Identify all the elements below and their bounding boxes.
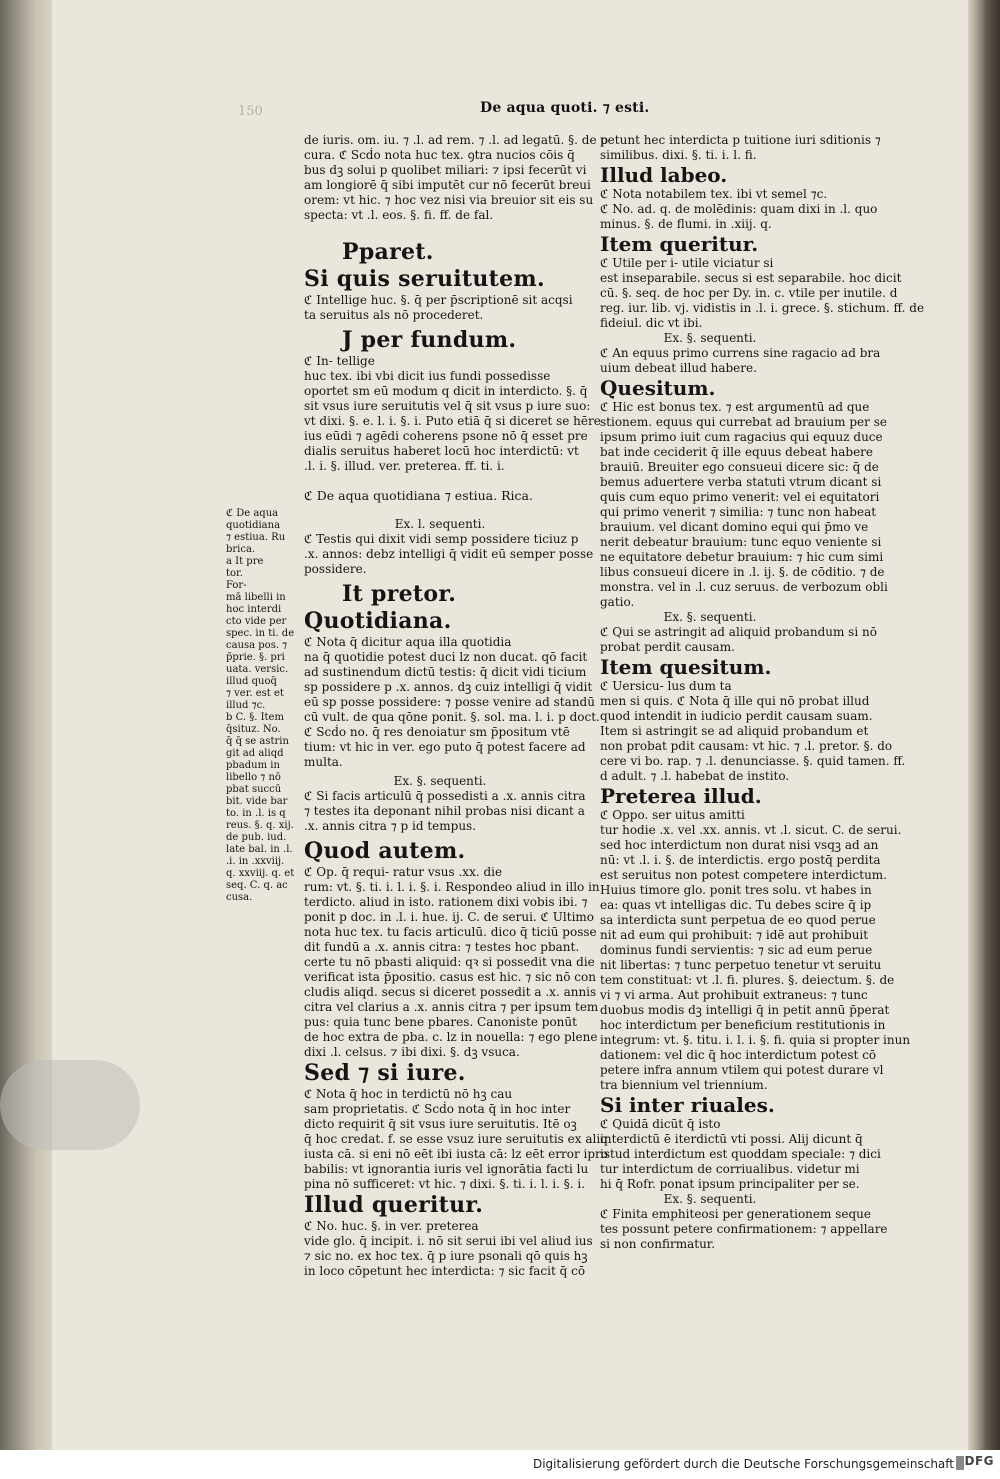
text-line: pina nō sufficeret: vt hic. ⁊ dixi. §. ti. i. l. i. §. i. — [304, 1177, 586, 1191]
text-line: d adult. ⁊ .l. habebat de instito. — [600, 769, 790, 783]
text-line: eū sp posse possidere: ⁊ posse venire ad standū — [304, 695, 595, 709]
text-line: huc tex. ibi vbi dicit ius fundi possedisse — [304, 369, 551, 383]
text-line: qui primo venerit ⁊ similia: ⁊ tunc non habeat — [600, 505, 877, 519]
text-line: q̄ hoc credat. f. se esse vsuz iure seruitutis ex aliq — [304, 1132, 608, 1146]
text-line: sam proprietatis. ℭ Scḋo nota q̄ in hoc inter — [304, 1102, 571, 1116]
heading: Quotidiana. — [304, 608, 452, 634]
text-block — [304, 293, 576, 323]
text-line: duobus modis dꝫ intelligi q̄ in petit annū p̄perat — [600, 1003, 890, 1017]
text-line: p̄prie. §. pri — [226, 652, 285, 663]
text-line: spec. in ti. de — [226, 628, 295, 639]
text-line: libus consueui dicere in .l. ij. §. de cōditio. ⁊ de — [600, 565, 885, 579]
text-line: Item si astringit se ad aliquid probandum et — [600, 724, 869, 738]
text-line: For- — [226, 580, 247, 591]
text-line: integrum: vt. §. titu. i. l. i. §. fi. quia si propter inun — [600, 1033, 911, 1047]
text-line: tium: vt hic in ver. ego puto q̄ potest facere ad — [304, 740, 586, 754]
text-line: orem: vt hic. ⁊ hoc vez nisi via breuior sit eis su — [304, 193, 594, 207]
text-line: q. xxviij. q. et — [226, 868, 295, 879]
text-line: ad sustinendum dictū testis: q̄ dicit vidi ticium — [304, 665, 587, 679]
text-line: .l. i. §. illud. ver. preterea. ff. ti. i. — [304, 459, 505, 473]
text-line: dominus fundi servientis: ⁊ sic ad eum perue — [600, 943, 873, 957]
text-block — [304, 635, 600, 770]
text-block — [600, 187, 878, 232]
text-line: gatio. — [600, 595, 635, 609]
heading: Illud labeo. — [600, 163, 728, 187]
heading: Item queritur. — [600, 232, 759, 256]
text-line: ius eūdi ⁊ agēdi coherens psone nō q̄ esset pre — [304, 429, 588, 443]
footer-bar — [0, 1450, 1000, 1479]
text-block — [304, 865, 600, 1060]
text-line: ℭ Uersicu- lus dum ta — [600, 679, 732, 693]
text-line: am longiorē q̄ sibi imputēt cur nō fecerūt breui — [304, 178, 591, 192]
text-line: ℭ Si facis articulū q̄ possedisti a .x. annis citra — [304, 789, 586, 803]
text-line: ℭ Hic est bonus tex. ⁊ est argumentū ad que — [600, 400, 870, 414]
text-line: ℭ Intellige huc. §. q̄ per p̄scriptionē sit acqsi — [304, 293, 573, 307]
heading: Preterea illud. — [600, 784, 762, 808]
text-line: stionem. equus qui currebat ad brauium per se — [600, 415, 887, 429]
text-line: b C. §. Item — [226, 712, 284, 723]
text-line: ipsum primo iuit cum ragacius qui equuz duce — [600, 430, 883, 444]
heading: Si inter riuales. — [600, 1093, 775, 1117]
text-line: .x. annos: debz intelligi q̄ vidit eū semper posse — [304, 547, 594, 561]
text-block — [600, 625, 877, 655]
heading: J per fundum. — [342, 327, 517, 353]
text-line: brauiū. Breuiter ego consueui dicere sic: q̄ de — [600, 460, 879, 474]
text-line: brica. — [226, 544, 256, 555]
text-line: cludis aliqd. secus si diceret possedit a .x. annis — [304, 985, 597, 999]
text-line: si non confirmatur. — [600, 1237, 716, 1251]
text-line: oportet sm eū modum q dicit in interdicto. §. q̄ — [304, 384, 588, 398]
heading: Quesitum. — [600, 376, 716, 400]
text-line: ℭ Nota q̄ dicitur aqua illa quotidia — [304, 635, 512, 649]
text-block — [600, 256, 925, 331]
text-line: ta seruitus als nō procederet. — [304, 308, 484, 322]
text-line: de pub. iud. — [226, 832, 287, 843]
text-line: sa interdicta sunt perpetua de eo quod perue — [600, 913, 876, 927]
text-block — [600, 400, 888, 610]
text-line: multa. — [304, 755, 343, 769]
text-line: hoc interdi — [226, 604, 282, 615]
text-block — [600, 1207, 888, 1252]
right-column — [600, 133, 925, 1252]
heading: Pparet. — [342, 239, 434, 265]
text-line: citra vel clarius a .x. annis citra ⁊ per ipsum tem — [304, 1000, 599, 1014]
text-block — [600, 808, 911, 1093]
text-line: dicto requirit q̄ sit vsus iure seruitutis. Itē oꝫ — [304, 1117, 577, 1131]
text-line: .i. in .xxviij. — [226, 856, 285, 867]
text-line: ponit p doc. in .l. i. hue. ij. C. de serui. ℭ Ultimo — [304, 910, 595, 924]
text-block — [304, 354, 601, 474]
text-line: interdictū ē iterdictū vti possi. Alij dicunt q̄ — [600, 1132, 863, 1146]
section-ref: Ex. §. sequenti. — [663, 331, 757, 345]
text-line: brauium. vel dicant domino equi qui p̄mo ve — [600, 520, 869, 534]
text-line: iusta cā. si eni nō eēt ibi iusta cā: lz eēt error ipro — [304, 1147, 608, 1161]
text-line: uata. versic. — [226, 664, 289, 675]
heading: Item quesitum. — [600, 655, 772, 679]
text-line: tem constituat: vt .l. fi. plures. §. deiectum. §. de — [600, 973, 895, 987]
text-line: quod intendit in iudicio perdit causam suam. — [600, 709, 873, 723]
text-block — [600, 1117, 881, 1192]
text-line: istud interdictum est quoddam speciale: ⁊ dici — [600, 1147, 881, 1161]
text-line: non probat pdit causam: vt hic. ⁊ .l. pretor. §. do — [600, 739, 893, 753]
text-line: vt dixi. §. e. l. i. §. i. Puto etiā q̄ si diceret se hēre — [304, 414, 601, 428]
text-line: reg. iur. lib. vj. vidistis in .l. i. grece. §. stichum. ff. de — [600, 301, 925, 315]
section-ref: Ex. §. sequenti. — [663, 610, 757, 624]
text-line: bemus aduertere verba statuti vtrum dicant si — [600, 475, 882, 489]
text-line: petunt hec interdicta p tuitione iuri sditionis ⁊ — [600, 133, 881, 147]
text-block — [600, 346, 881, 376]
text-line: sp possidere p .x. annos. dꝫ cuiz intelligi q̄ vidit — [304, 680, 593, 694]
text-line: ℭ Op. q̄ requi- ratur vsus .xx. die — [304, 865, 503, 879]
text-line: de hoc extra de pba. c. lz in nouella: ⁊ ego plene — [304, 1030, 598, 1044]
text-line: ℭ Oppo. ser uitus amitti — [600, 808, 745, 822]
clip-shadow — [0, 1060, 140, 1150]
text-line: nit libertas: ⁊ tunc perpetuo tenetur vt seruitu — [600, 958, 882, 972]
dfg-separator — [956, 1456, 964, 1470]
text-line: cto vide per — [226, 616, 287, 627]
text-line: ℭ In- tellige — [304, 354, 375, 368]
text-line: illud quoq̄ — [226, 676, 277, 687]
text-line: quotidiana — [226, 520, 281, 531]
text-line: tes possunt petere confirmationem: ⁊ appellare — [600, 1222, 888, 1236]
text-line: ℭ Testis qui dixit vidi semp possidere ticiuz p — [304, 532, 579, 546]
text-line: nū: vt .l. i. §. de interdictis. ergo postq̄ perdita — [600, 853, 881, 867]
text-line: nerit debeatur brauium: tunc equo veniente si — [600, 535, 882, 549]
text-line: cusa. — [226, 892, 253, 903]
text-line: rum: vt. §. ti. i. l. i. §. i. Respondeo aliud in illo in — [304, 880, 600, 894]
text-line: ea: quas vt intelligas dic. Tu debes scire q̄ ip — [600, 898, 872, 912]
text-line: ⁊ estiua. Ru — [226, 532, 286, 543]
text-block — [600, 133, 881, 163]
text-line: de iuris. om. iu. ⁊ .l. ad rem. ⁊ .l. ad legatū. §. de p — [304, 133, 609, 147]
text-line: causa pos. ⁊ — [226, 640, 288, 651]
text-line: bat inde ceciderit q̄ ille equus debeat habere — [600, 445, 874, 459]
text-line: dialis seruitus haberet locū hoc interdictū: vt — [304, 444, 579, 458]
text-line: bus dꝫ solui p quolibet miliari: ⁊ ipsi fecerūt vi — [304, 163, 587, 177]
text-line: uium debeat illud habere. — [600, 361, 757, 375]
text-line: cū vult. de qua qōne ponit. §. sol. ma. l. i. p doct. — [304, 710, 600, 724]
text-line: Huius timore glo. ponit tres solu. vt habes in — [600, 883, 872, 897]
text-line: libello ⁊ nō — [226, 772, 281, 783]
text-line: dit fundū a .x. annis citra: ⁊ testes hoc pbant. — [304, 940, 580, 954]
page-edge-right — [968, 0, 1000, 1450]
text-line: ℭ Qui se astringit ad aliquid probandum si nō — [600, 625, 877, 639]
text-line: cū. §. seq. de hoc per Dy. in. c. vtile per inutile. d — [600, 286, 898, 300]
text-line: sit vsus iure seruitutis vel q̄ sit vsus p iure suo: — [304, 399, 591, 413]
text-line: ℭ No. ad. q. de molēdinis: quam dixi in .l. quo — [600, 202, 878, 216]
text-line: ℭ Finita emphiteosi per generationem seque — [600, 1207, 871, 1221]
text-line: est seruitus non potest competere interdictum. — [600, 868, 887, 882]
page-edge-left — [0, 0, 52, 1450]
text-line: na q̄ quotidie potest duci lz non ducat. qō facit — [304, 650, 588, 664]
text-line: hoc interdictum per beneficium restitutionis in — [600, 1018, 886, 1032]
text-line: ℭ An equus primo currens sine ragacio ad bra — [600, 346, 881, 360]
funding-credit: Digitalisierung gefördert durch die Deutsche Forschungsgemeinschaft — [532, 1457, 954, 1471]
text-line: ⁊ ver. est et — [226, 688, 284, 699]
text-block — [304, 1087, 608, 1192]
text-line: q̄situz. No. — [226, 724, 281, 735]
section-ref: Ex. l. sequenti. — [394, 517, 486, 531]
section-ref: Ex. §. sequenti. — [663, 1192, 757, 1206]
text-line: bit. vide bar — [226, 796, 288, 807]
text-line: pbat succū — [226, 784, 282, 795]
text-line: ℭ Nota notabilem tex. ibi vt semel ⁊c. — [600, 187, 828, 201]
text-line: cura. ℭ Scḋo nota huc tex. ꝯtra nucios cōis q̄ — [304, 148, 575, 162]
text-line: in loco cōpetunt hec interdicta: ⁊ sic facit q̄ cō — [304, 1264, 586, 1278]
heading: Sed ⁊ si iure. — [304, 1060, 466, 1086]
text-line: est inseparabile. secus si est separabile. hoc dicit — [600, 271, 902, 285]
text-line: seq. C. q. ac — [226, 880, 288, 891]
text-line: sed hoc interdictum non durat nisi vsqꝫ ad an — [600, 838, 879, 852]
text-line: probat perdit causam. — [600, 640, 735, 654]
heading: It pretor. — [342, 581, 457, 607]
text-block — [304, 1219, 593, 1279]
text-line: fideiul. dic vt ibi. — [600, 316, 703, 330]
text-line: illud ⁊c. — [226, 700, 266, 711]
text-line: men si quis. ℭ Nota q̄ ille qui nō probat illud — [600, 694, 870, 708]
text-line: cere vi bo. rap. ⁊ .l. denunciasse. §. quid tamen. ff. — [600, 754, 906, 768]
rubric: ℭ De aqua quotidiana ⁊ estiua. Rica. — [304, 488, 533, 503]
text-line: vi ⁊ vi arma. Aut prohibuit extraneus: ⁊ tunc — [600, 988, 868, 1002]
text-line: ⁊ testes ita deponant nihil probas nisi dicant a — [304, 804, 585, 818]
left-column — [304, 133, 609, 1279]
text-line: tur interdictum de corriualibus. videtur mi — [600, 1162, 860, 1176]
text-line: late bal. in .l. — [226, 844, 293, 855]
text-line: q̄ q̄ se astrin — [226, 736, 289, 747]
text-line: monstra. vel in .l. cuz seruus. de verbozum obli — [600, 580, 888, 594]
text-line: pus: quia tunc bene pbares. Canoniste ponūt — [304, 1015, 577, 1029]
section-ref: Ex. §. sequenti. — [393, 774, 487, 788]
text-line: ne equitatore debetur brauium: ⁊ hic cum simi — [600, 550, 884, 564]
text-line: mā libelli in — [226, 592, 286, 603]
text-line: nota huc tex. tu facis articulū. dico q̄ ticiū posse — [304, 925, 597, 939]
text-line: ℭ Utile per i- utile viciatur si — [600, 256, 774, 270]
text-line: git ad aliqd — [226, 748, 284, 759]
text-line: nit ad eum qui prohibuit: ⁊ idē aut prohibuit — [600, 928, 869, 942]
text-line: tra biennium vel triennium. — [600, 1078, 768, 1092]
heading: Quod autem. — [304, 838, 466, 864]
text-block — [600, 679, 906, 784]
text-line: ℭ Scḋo no. q̄ res denoiatur sm p̄positum vtē — [304, 725, 570, 739]
text-line: pbadum in — [226, 760, 280, 771]
text-block — [304, 133, 609, 223]
text-line: ℭ Nota q̄ hoc in terdictū nō hꝫ cau — [304, 1087, 513, 1101]
text-line: hi q̄ Rofr. ponat ipsum principaliter per se. — [600, 1177, 860, 1191]
text-line: verificat ista p̄positio. casus est hic. ⁊ sic nō con — [304, 970, 596, 984]
text-line: possidere. — [304, 562, 367, 576]
text-line: minus. §. de flumi. in .xiij. q. — [600, 217, 772, 231]
text-line: ℭ De aqua — [226, 508, 279, 519]
text-line: dationem: vel dic q̄ hoc interdictum potest cō — [600, 1048, 877, 1062]
text-line: to. in .l. is q — [226, 808, 286, 819]
dfg-logo: DFG — [964, 1454, 994, 1468]
text-block — [304, 532, 594, 577]
text-line: ℭ Quidā dicūt q̄ isto — [600, 1117, 721, 1131]
text-line: dixi .l. celsus. ⁊ ibi dixi. §. dꝫ vsuca. — [304, 1045, 520, 1059]
text-line: certe tu nō pbasti aliquid: qꝛ si possedit vna die — [304, 955, 595, 969]
text-line: petere infra annum vtilem qui potest durare vl — [600, 1063, 884, 1077]
text-line: tur hodie .x. vel .xx. annis. vt .l. sicut. C. de serui. — [600, 823, 902, 837]
marginalia — [226, 508, 294, 904]
text-line: specta: vt .l. eos. §. fi. ff. de fal. — [304, 208, 494, 222]
text-line: similibus. dixi. §. ti. i. l. fi. — [600, 148, 757, 162]
running-head: De aqua quoti. ⁊ esti. — [480, 100, 650, 116]
page-number: 150 — [238, 104, 263, 119]
text-line: tor. — [226, 568, 243, 579]
text-line: vide glo. q̄ incipit. i. nō sit serui ibi vel aliud ius — [304, 1234, 593, 1248]
text-line: quis cum equo primo venerit: vel ei equitatori — [600, 490, 880, 504]
heading: Illud queritur. — [304, 1192, 484, 1218]
text-block — [304, 789, 586, 834]
heading: Si quis seruitutem. — [304, 266, 545, 292]
text-line: babilis: vt ignorantia iuris vel ignorātia facti lu — [304, 1162, 589, 1176]
text-line: reus. §. q. xij. — [226, 820, 294, 831]
text-line: ℭ No. huc. §. in ver. preterea — [304, 1219, 479, 1233]
text-line: ⁊ sic no. ex hoc tex. q̄ p iure psonali qō quis hꝫ — [304, 1249, 588, 1263]
text-line: terdicto. aliud in isto. rationem dixi vobis ibi. ⁊ — [304, 895, 588, 909]
text-line: .x. annis citra ⁊ p id tempus. — [304, 819, 477, 833]
text-line: a It pre — [226, 556, 264, 567]
